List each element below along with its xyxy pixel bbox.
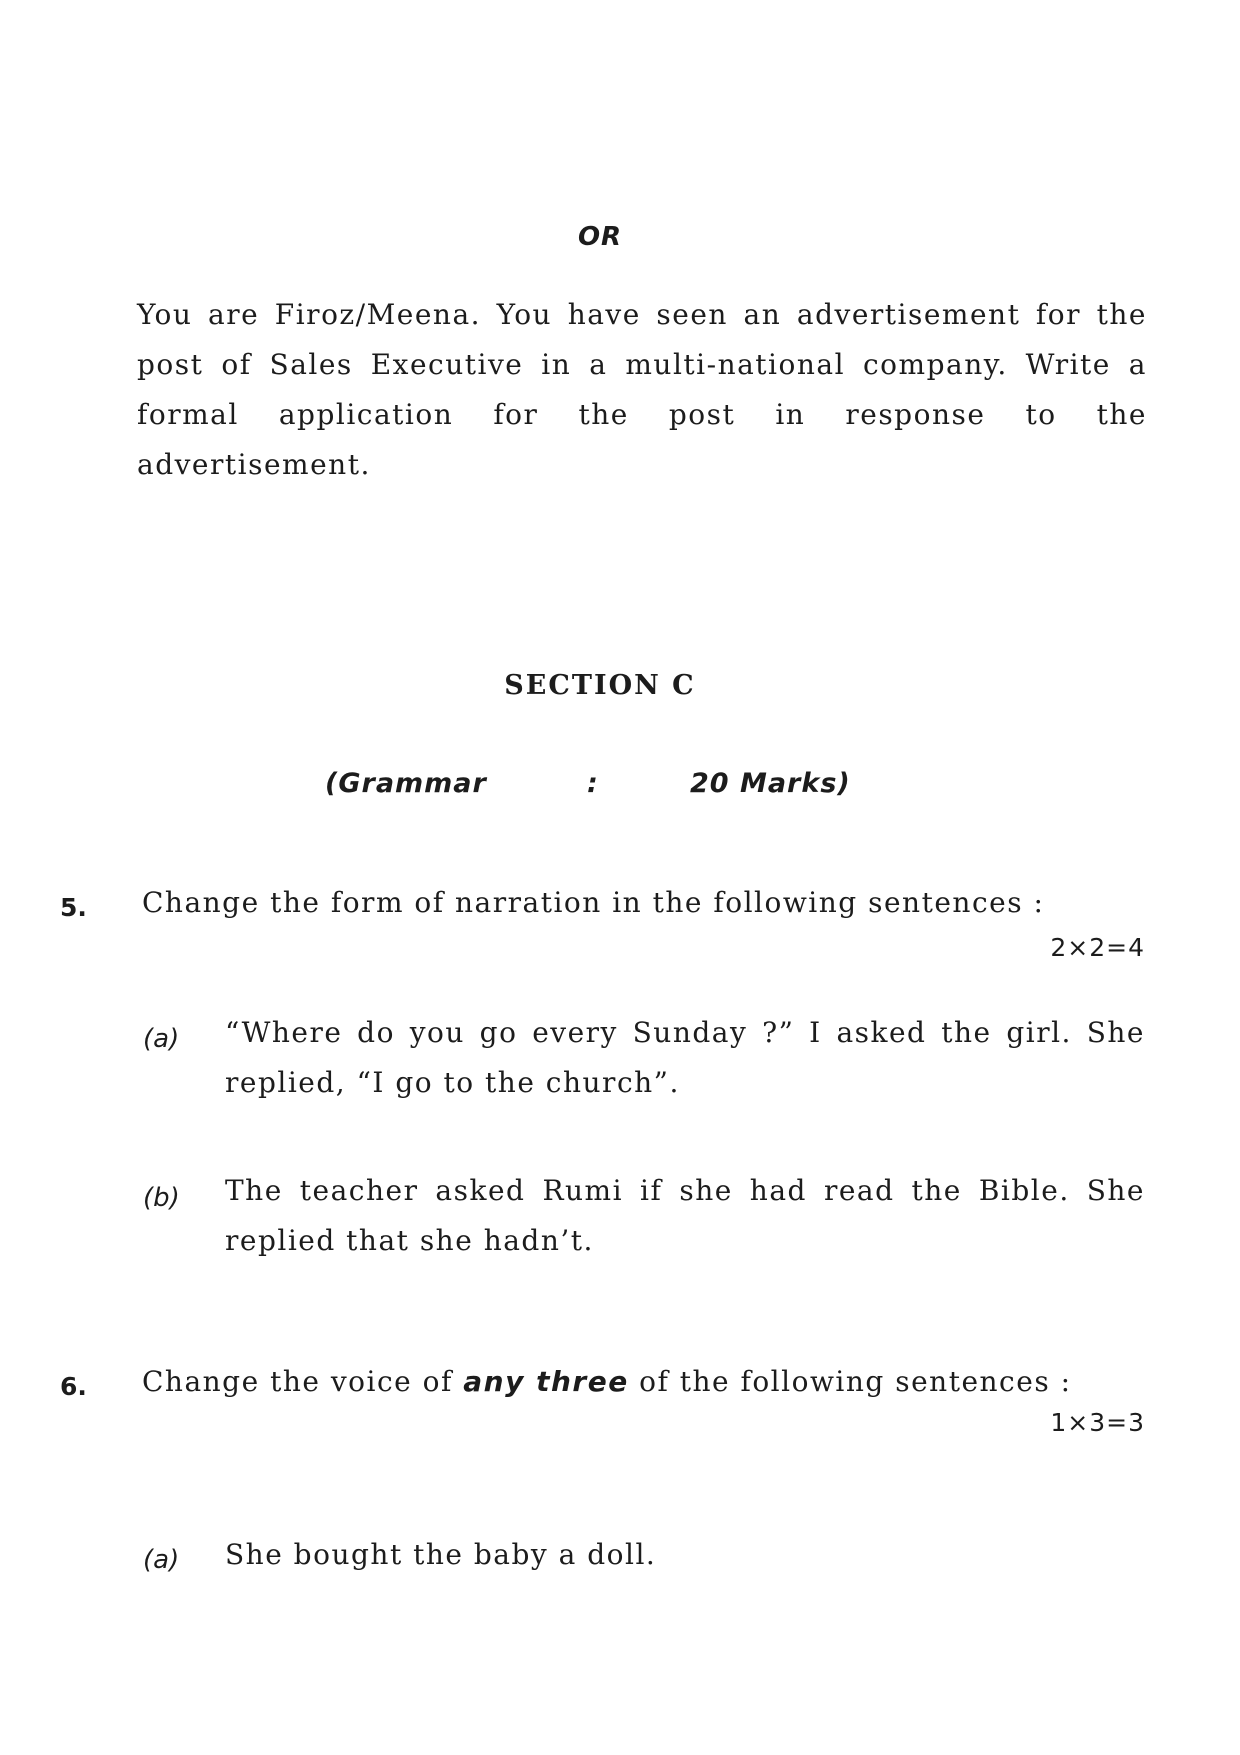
- question-6-marks: 1×3=3: [1050, 1408, 1145, 1437]
- question-5-instruction: Change the form of narration in the following sentences :: [142, 886, 1045, 919]
- section-colon: :: [587, 768, 599, 799]
- question-5b-label: (b): [143, 1183, 180, 1213]
- question-5-number: 5.: [60, 893, 87, 922]
- section-marks: 20 Marks): [690, 768, 851, 799]
- question-6-instruction-before: Change the voice of: [142, 1365, 464, 1398]
- section-subject: (Grammar: [325, 768, 487, 799]
- question-5a-text: “Where do you go every Sunday ?” I asked the girl. She replied, “I go to the church”.: [225, 1016, 1145, 1099]
- question-5b-text: The teacher asked Rumi if she had read the Bible. She replied that she hadn’t.: [225, 1174, 1145, 1257]
- question-6-number: 6.: [60, 1372, 87, 1401]
- letter-question-text: You are Firoz/Meena. You have seen an advertisement for the post of Sales Executive in a multi-national company. Write a formal application for the post in response to the advertisement.: [137, 298, 1147, 481]
- question-5-marks: 2×2=4: [1050, 933, 1145, 962]
- question-5a-label: (a): [143, 1024, 180, 1054]
- question-6-instruction-emphasis: any three: [463, 1365, 629, 1398]
- question-6-instruction: [142, 1365, 1147, 1398]
- question-6a-label: (a): [143, 1545, 180, 1575]
- question-6-instruction-after: of the following sentences :: [628, 1365, 1072, 1398]
- or-heading: OR: [577, 222, 623, 252]
- question-6a-text: She bought the baby a doll.: [225, 1538, 657, 1571]
- section-title: SECTION C: [504, 670, 696, 701]
